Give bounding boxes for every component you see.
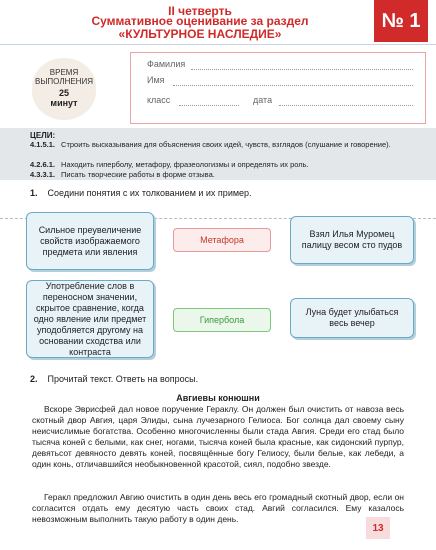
- section-title-line2: «КУЛЬТУРНОЕ НАСЛЕДИЕ»: [118, 27, 282, 41]
- date-label: дата: [253, 95, 273, 105]
- time-label-line2: ВЫПОЛНЕНИЯ: [35, 77, 93, 86]
- name-label: Имя: [147, 75, 165, 85]
- date-field[interactable]: [279, 105, 413, 106]
- goal-text: Строить высказывания для объяснения своих идей, чувств, взглядов (слушание и говорение).: [61, 140, 391, 149]
- class-field[interactable]: [179, 105, 239, 106]
- example-card-2[interactable]: Луна будет улыбаться весь вечер: [290, 298, 414, 338]
- goal-item: [30, 140, 426, 149]
- time-value-number: 25: [58, 88, 69, 98]
- definition-card-2[interactable]: Употребление слов в переносном значении, скрытое сравнение, когда одно явление или предмет уподобляется другому на основании сходства или контраста: [26, 280, 154, 358]
- name-field[interactable]: [173, 85, 413, 86]
- surname-field[interactable]: [191, 69, 413, 70]
- task2-instruction: [30, 374, 198, 384]
- time-label-line1: ВРЕМЯ: [49, 68, 79, 77]
- class-label: класс: [147, 95, 171, 105]
- assessment-number-badge: № 1: [374, 0, 428, 42]
- header-divider: [0, 44, 436, 45]
- quarter-label: II четверть: [168, 4, 232, 18]
- goal-item: [30, 170, 426, 179]
- goals-title: ЦЕЛИ:: [30, 131, 56, 140]
- reading-paragraph-2: Геракл предложил Авгию очистить в один день весь его громадный скотный двор, если он согласится отдать ему десятую часть своих стад. Авгий согласился. Ему казалось невозможным выполнить такую работу в один день.: [32, 492, 404, 524]
- time-value-unit: минут: [50, 98, 78, 108]
- term-hyperbole[interactable]: Гипербола: [173, 308, 271, 332]
- goal-code: 4.2.6.1.: [30, 160, 56, 169]
- task2-number: 2.: [30, 374, 38, 384]
- term-metaphor[interactable]: Метафора: [173, 228, 271, 252]
- page-number: 13: [366, 517, 390, 539]
- task1-instruction: [30, 188, 252, 198]
- section-title-line1: Суммативное оценивание за раздел: [91, 14, 309, 28]
- goal-code: 4.1.5.1.: [30, 140, 56, 149]
- time-label: [32, 68, 96, 86]
- goal-code: 4.3.3.1.: [30, 170, 56, 179]
- task1-text: Соедини понятия с их толкованием и их пример.: [47, 188, 252, 198]
- goal-text: Писать творческие работы в форме отзыва.: [61, 170, 215, 179]
- reading-paragraph-1: Вскоре Эврисфей дал новое поручение Гераклу. Он должен был очистить от навоза весь скотный двор Авгия, царя Элиды, сына лучезарного Гелиоса. Бог солнца дал своему сыну неисчислимые богатства. Особенно многочисленны были стада Авгия. Среди его стад было тысяча коней с белыми, как снег, ногами, тысяча коней была красные, как сидонский пурпур, девятьсот девяносто девять коней, посвящённые богу Гелиосу, были белые, как лебеди, а один конь, отличавшийся необыкновенной красотой, сиял, подобно звезде.: [32, 404, 404, 469]
- goal-item: [30, 160, 426, 169]
- section-title: [60, 15, 340, 41]
- student-info-form: [130, 52, 426, 124]
- surname-label: Фамилия: [147, 59, 186, 69]
- definition-card-1[interactable]: Сильное преувеличение свойств изображаемого предмета или явления: [26, 212, 154, 270]
- task2-text: Прочитай текст. Ответь на вопросы.: [47, 374, 199, 384]
- goals-section: [0, 128, 436, 180]
- time-value: [32, 88, 96, 108]
- reading-title: Авгиевы конюшни: [176, 393, 260, 403]
- example-card-1[interactable]: Взял Илья Муромец палицу весом сто пудов: [290, 216, 414, 264]
- time-box: [32, 58, 96, 120]
- task1-number: 1.: [30, 188, 38, 198]
- goal-text: Находить гиперболу, метафору, фразеологизмы и определять их роль.: [61, 160, 309, 169]
